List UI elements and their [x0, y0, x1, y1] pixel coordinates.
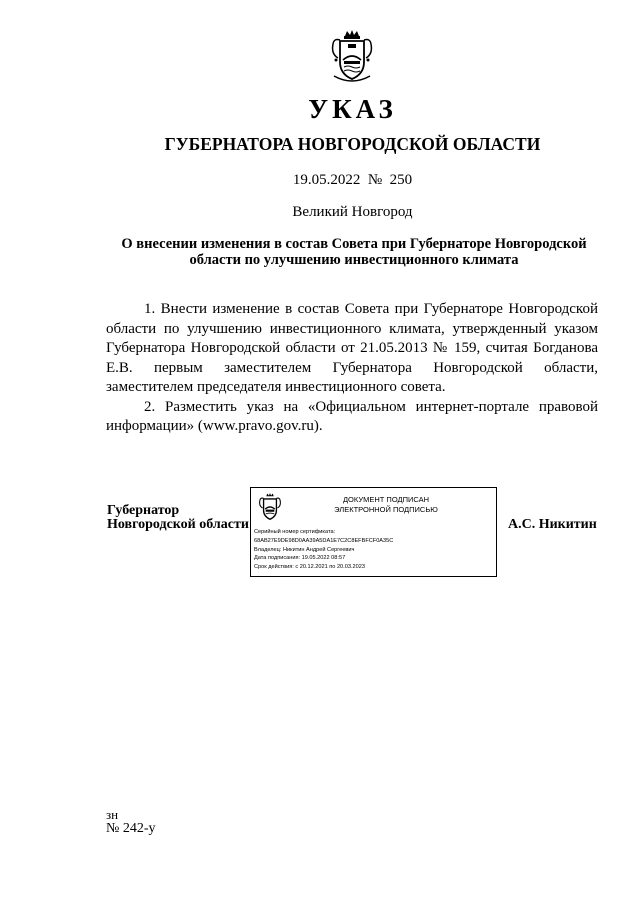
paragraph-1: 1. Внести изменение в состав Совета при Губернаторе Новгородской области по улучшению инвестиционного климата, утвержденный указом Губернатора Новгородской области от 21.05.2013 № 159, считая Богданова Е.В. первым заместителем Губернатора Новгородской области, заместителем председателя инвестиционного совета. — [106, 301, 598, 395]
coat-of-arms-icon — [328, 30, 376, 86]
stamp-validity: Срок действия: с 20.12.2021 по 20.03.2023 — [254, 564, 365, 571]
city-name: Великий Новгород — [292, 204, 413, 220]
paragraph-2: 2. Разместить указ на «Официальном интернет-портале правовой информации» (www.pravo.gov.ru). — [106, 398, 598, 434]
stamp-header-line1: ДОКУМЕНТ ПОДПИСАН — [342, 495, 430, 504]
stamp-header-line2: ЭЛЕКТРОННОЙ ПОДПИСЬЮ — [334, 505, 438, 514]
stamp-serial: 68AB27E9DE98D0AA39A5DA1E7C2C8EFBFCF0A35C — [254, 537, 394, 544]
footer-ref-number: № 242-у — [106, 821, 156, 836]
footer-initials: зн — [106, 807, 119, 822]
footer-reference — [106, 808, 156, 836]
stamp-header — [291, 495, 481, 515]
signer-role — [107, 504, 249, 532]
stamp-serial-label: Серийный номер сертификата: — [254, 529, 336, 535]
stamp-owner: Владелец: Никитин Андрей Сергеевич — [254, 546, 355, 553]
document-body — [106, 300, 598, 437]
emblem — [328, 30, 376, 86]
signer-role-line2: Новгородской области — [107, 517, 249, 532]
date-number-line: 19.05.2022 № 250 — [292, 172, 413, 188]
stamp-signed-date: Дата подписания: 19.05.2022 08:57 — [254, 555, 346, 562]
stamp-details — [254, 528, 393, 572]
electronic-signature-stamp — [250, 487, 497, 577]
page-title: УКАЗ — [308, 94, 397, 124]
document-title: О внесении изменения в состав Совета при Губернаторе Новгородской области по улучшению инвестиционного климата — [121, 236, 587, 268]
signer-role-line1: Губернатор — [107, 503, 180, 518]
signer-name: А.С. Никитин — [508, 517, 597, 532]
stamp-emblem-icon — [257, 493, 283, 523]
issuer-title: ГУБЕРНАТОРА НОВГОРОДСКОЙ ОБЛАСТИ — [164, 134, 541, 154]
